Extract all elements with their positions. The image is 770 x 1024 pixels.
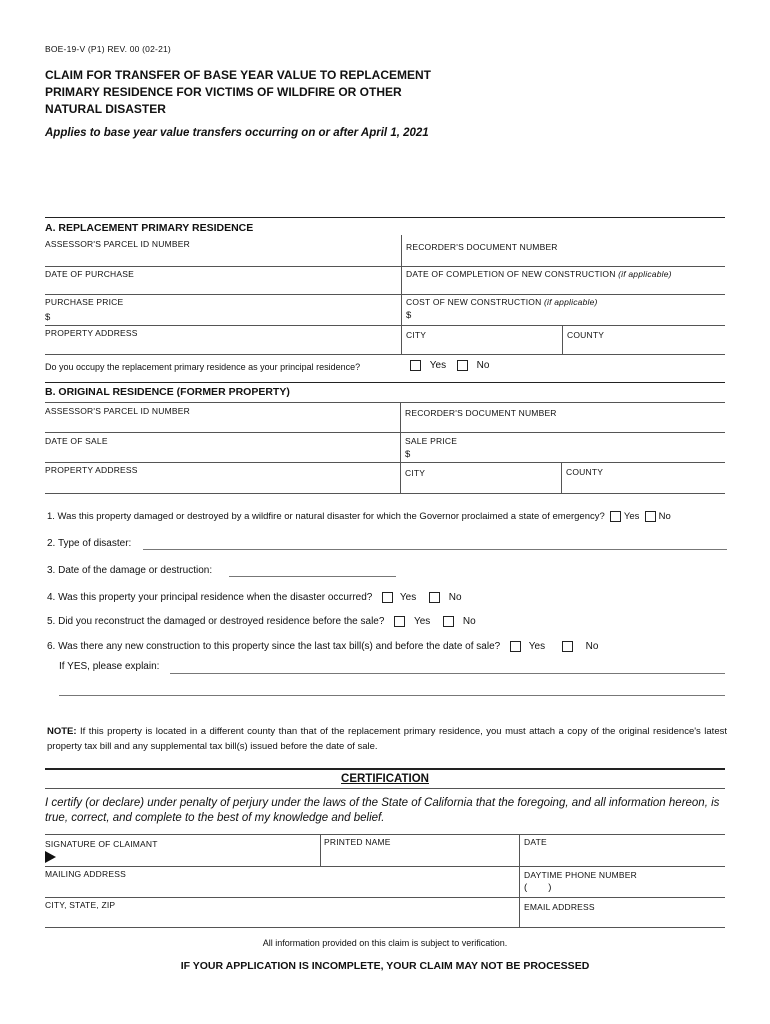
cert-divider-2 <box>519 834 520 927</box>
date-field[interactable] <box>524 848 724 866</box>
cert-statement: I certify (or declare) under penalty of perjury under the laws of the State of California that the foregoing, and all information hereon, is true, correct, and complete to the best of my knowledge and belief. <box>45 797 720 824</box>
city-state-zip-field[interactable] <box>45 911 517 927</box>
q5-no-label: No <box>462 616 476 628</box>
question-3: 3. Date of the damage or destruction: <box>47 565 213 576</box>
a-occupy-question: Do you occupy the replacement primary residence as your principal residence? <box>45 362 361 372</box>
q1-no-checkbox[interactable] <box>645 511 656 522</box>
q1-yes-label: Yes <box>623 511 640 523</box>
q5-no-checkbox[interactable] <box>443 616 454 627</box>
b-apn-label: ASSESSOR'S PARCEL ID NUMBER <box>45 406 190 416</box>
b-divider <box>400 402 401 493</box>
section-b-heading: B. ORIGINAL RESIDENCE (FORMER PROPERTY) <box>45 386 290 398</box>
cert-divider-1 <box>320 834 321 866</box>
mailing-address-field[interactable] <box>45 880 517 897</box>
date-label: DATE <box>524 837 547 847</box>
a-row-line-1 <box>45 266 725 267</box>
title-line-3: NATURAL DISASTER <box>45 102 166 116</box>
q4-yes-checkbox[interactable] <box>382 592 393 603</box>
question-5: 5. Did you reconstruct the damaged or destroyed residence before the sale? Yes No <box>47 616 476 628</box>
b-row-line-2 <box>45 462 725 463</box>
b-date-sale-label: DATE OF SALE <box>45 436 108 446</box>
a-occupy-no-label: No <box>476 360 490 372</box>
q6-if-yes-label: If YES, please explain: <box>59 661 160 672</box>
city-state-zip-label: CITY, STATE, ZIP <box>45 900 116 910</box>
cert-row-line-4 <box>45 927 725 928</box>
q4-yes-label: Yes <box>399 592 417 604</box>
a-date-purchase-label: DATE OF PURCHASE <box>45 269 134 279</box>
section-a-heading: A. REPLACEMENT PRIMARY RESIDENCE <box>45 222 254 234</box>
title-line-1: CLAIM FOR TRANSFER OF BASE YEAR VALUE TO REPLACEMENT <box>45 68 432 82</box>
a-cost-new-label: COST OF NEW CONSTRUCTION (if applicable) <box>406 297 598 307</box>
question-4: 4. Was this property your principal residence when the disaster occurred? Yes No <box>47 592 462 604</box>
section-a-top-rule <box>45 217 725 218</box>
a-row-line-3 <box>45 325 725 326</box>
q6-yes-checkbox[interactable] <box>510 641 521 652</box>
a-row-line-4 <box>45 354 725 355</box>
q6-yes-label: Yes <box>528 641 546 653</box>
a-county-label: COUNTY <box>567 330 605 340</box>
a-occupy-yes-checkbox[interactable] <box>410 360 421 371</box>
cert-row-line-2 <box>45 866 725 867</box>
b-sale-price-label: SALE PRICE <box>405 436 458 446</box>
question-2: 2. Type of disaster: <box>47 538 132 549</box>
q6-explain-line-1[interactable] <box>170 673 725 674</box>
daytime-phone-label: DAYTIME PHONE NUMBER <box>524 870 637 880</box>
a-property-address-label: PROPERTY ADDRESS <box>45 328 138 338</box>
q6-no-checkbox[interactable] <box>562 641 573 652</box>
a-purchase-dollar: $ <box>45 312 51 323</box>
q4-no-label: No <box>448 592 462 604</box>
cert-top-rule <box>45 768 725 770</box>
b-sale-dollar: $ <box>405 449 411 460</box>
a-city-county-divider <box>562 325 563 354</box>
question-1: 1. Was this property damaged or destroyed by a wildfire or natural disaster for which the Governor proclaimed a state of emergency? Yes No <box>47 511 671 523</box>
q3-answer-line[interactable] <box>229 576 396 577</box>
a-recorder-label: RECORDER'S DOCUMENT NUMBER <box>406 242 558 252</box>
a-apn-label: ASSESSOR'S PARCEL ID NUMBER <box>45 239 190 249</box>
b-county-label: COUNTY <box>566 467 604 477</box>
a-row-line-2 <box>45 294 725 295</box>
cert-row-line-3 <box>45 897 725 898</box>
q5-yes-label: Yes <box>413 616 431 628</box>
cert-row-line-1 <box>45 834 725 835</box>
title-line-2: PRIMARY RESIDENCE FOR VICTIMS OF WILDFIRE OR OTHER <box>45 85 402 99</box>
signature-label: SIGNATURE OF CLAIMANT <box>45 839 158 849</box>
incomplete-warning: IF YOUR APPLICATION IS INCOMPLETE, YOUR CLAIM MAY NOT BE PROCESSED <box>180 960 590 972</box>
section-b-top-rule <box>45 382 725 383</box>
b-heading-line <box>45 402 725 403</box>
signature-field[interactable] <box>45 838 320 868</box>
b-recorder-label: RECORDER'S DOCUMENT NUMBER <box>405 408 557 418</box>
verification-note: All information provided on this claim is subject to verification. <box>262 938 508 948</box>
a-occupy-no-checkbox[interactable] <box>457 360 468 371</box>
email-label: EMAIL ADDRESS <box>524 902 595 912</box>
a-occupy-options <box>410 360 489 371</box>
a-date-completion-label: DATE OF COMPLETION OF NEW CONSTRUCTION (if applicable) <box>406 269 672 279</box>
b-city-label: CITY <box>405 468 426 478</box>
b-property-address-label: PROPERTY ADDRESS <box>45 465 138 475</box>
printed-name-label: PRINTED NAME <box>324 837 391 847</box>
q6-explain-line-2[interactable] <box>59 695 725 696</box>
phone-field[interactable]: ( ) <box>524 882 552 893</box>
b-city-county-divider <box>561 462 562 493</box>
form-title <box>45 67 431 118</box>
cert-heading-wrap <box>0 773 770 785</box>
a-city-label: CITY <box>406 330 427 340</box>
form-subtitle: Applies to base year value transfers occurring on or after April 1, 2021 <box>45 127 429 139</box>
email-field[interactable] <box>524 912 724 927</box>
cert-heading: CERTIFICATION <box>341 773 429 785</box>
q6-no-label: No <box>585 641 599 653</box>
q4-no-checkbox[interactable] <box>429 592 440 603</box>
b-row-line-3 <box>45 493 725 494</box>
note: NOTE: If this property is located in a different county than that of the replacement primary residence, you must attach a copy of the original residence's latest property tax bill and any supplemental tax bill(s) issued before the date of sale. <box>47 726 727 752</box>
q1-no-label: No <box>658 511 671 523</box>
q2-answer-line[interactable] <box>143 549 727 550</box>
b-row-line-1 <box>45 432 725 433</box>
a-cost-dollar: $ <box>406 310 412 321</box>
a-occupy-yes-label: Yes <box>429 360 447 372</box>
printed-name-field[interactable] <box>324 848 517 866</box>
q1-yes-checkbox[interactable] <box>610 511 621 522</box>
cert-heading-rule <box>45 788 725 789</box>
question-6: 6. Was there any new construction to this property since the last tax bill(s) and before the date of sale? Yes No <box>47 641 599 653</box>
a-purchase-price-label: PURCHASE PRICE <box>45 297 124 307</box>
mailing-address-label: MAILING ADDRESS <box>45 869 126 879</box>
form-id: BOE-19-V (P1) REV. 00 (02-21) <box>45 44 171 54</box>
q5-yes-checkbox[interactable] <box>394 616 405 627</box>
